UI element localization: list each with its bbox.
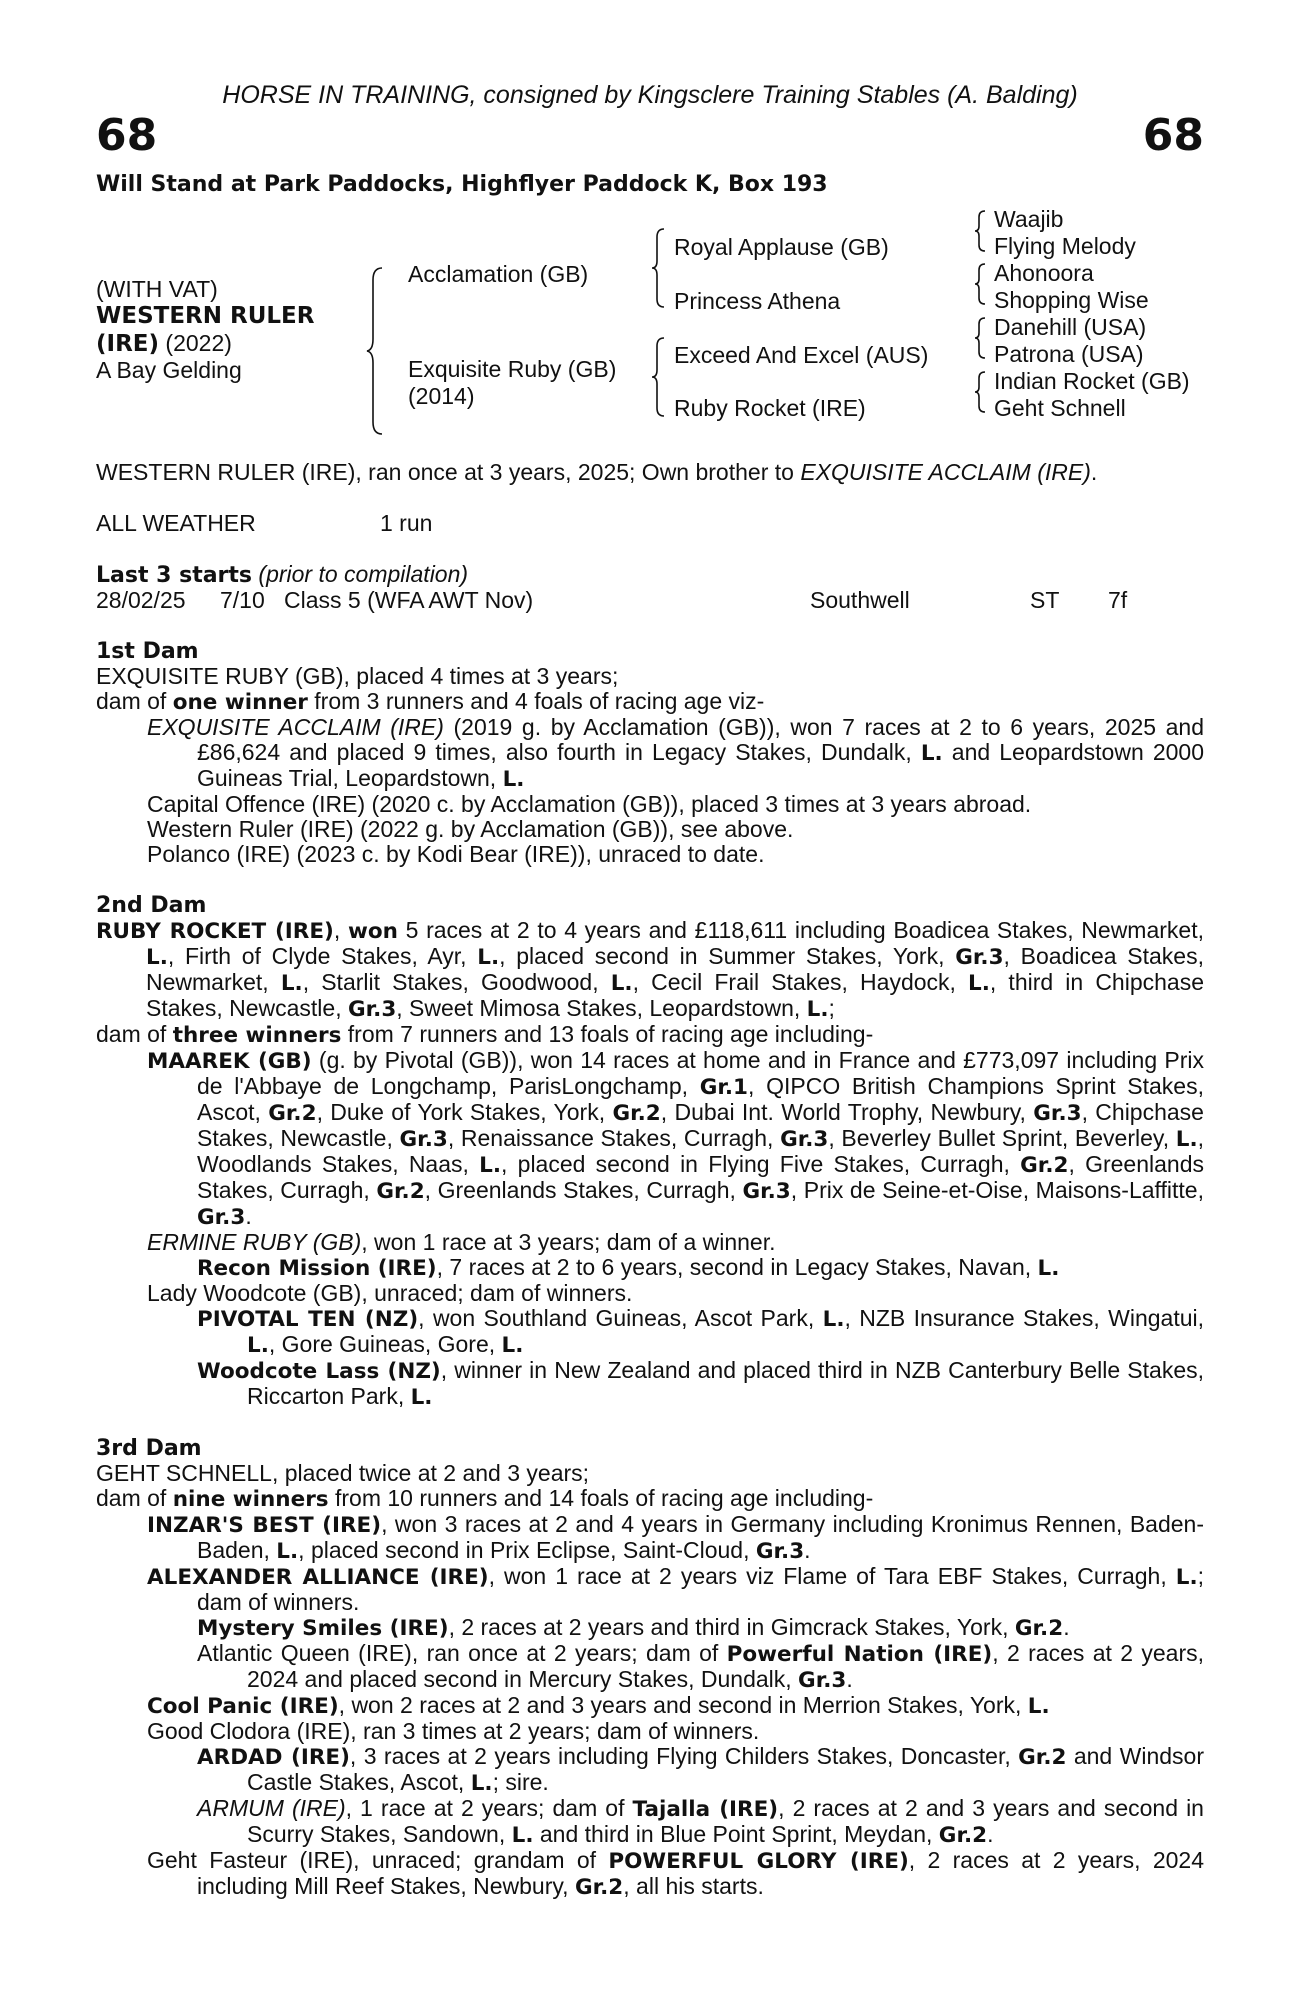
summary-line: WESTERN RULER (IRE), ran once at 3 years, 2025; Own brother to EXQUISITE ACCLAIM (IRE). (96, 459, 1098, 485)
horse-name: WESTERN RULER (96, 303, 315, 329)
offspring-mystery-smiles: Mystery Smiles (IRE), 2 races at 2 years and third in Gimcrack Stakes, York, Gr.2. (197, 1614, 1070, 1641)
race-record (96, 511, 1204, 536)
ancestor-ddd: Geht Schnell (994, 395, 1126, 421)
dam-sire: Exceed And Excel (AUS) (674, 342, 929, 368)
ancestor-sss: Waajib (994, 206, 1064, 232)
ancestor-ssd: Flying Melody (994, 233, 1136, 259)
pedigree-brace-sire (651, 227, 667, 309)
brace-dd (974, 370, 988, 414)
ancestor-dds: Indian Rocket (GB) (994, 368, 1190, 394)
ancestor-dss: Danehill (USA) (994, 314, 1147, 340)
offspring-geht-fasteur: Geht Fasteur (IRE), unraced; grandam of POWERFUL GLORY (IRE), 2 races at 2 years, 2024 including Mill Reef Stakes, Newbury, Gr.2, all his starts. (147, 1847, 1204, 1900)
horse-description: A Bay Gelding (96, 357, 242, 383)
stabling-location: Will Stand at Park Paddocks, Highflyer Paddock K, Box 193 (96, 172, 828, 197)
third-dam-line: GEHT SCHNELL, placed twice at 2 and 3 years; (96, 1460, 590, 1486)
lot-number-row (96, 110, 1204, 162)
ancestor-sdd: Shopping Wise (994, 287, 1149, 313)
pedigree-table (96, 204, 1204, 434)
offspring-recon-mission: Recon Mission (IRE), 7 races at 2 to 6 years, second in Legacy Stakes, Navan, L. (197, 1254, 1060, 1281)
vat-note: (WITH VAT) (96, 276, 218, 302)
brace-ds (974, 316, 988, 360)
pedigree-brace-main (366, 266, 386, 436)
offspring-pivotal-ten: PIVOTAL TEN (NZ), won Southland Guineas, Ascot Park, L., NZB Insurance Stakes, Wingatui, L., Gore Guineas, Gore, L. (197, 1305, 1204, 1358)
offspring-woodcote-lass: Woodcote Lass (NZ), winner in New Zealand and placed third in NZB Canterbury Belle Stakes, Riccarton Park, L. (197, 1357, 1204, 1410)
offspring-polanco: Polanco (IRE) (2023 c. by Kodi Bear (IRE)), unraced to date. (147, 841, 765, 867)
offspring-inzars-best: INZAR'S BEST (IRE), won 3 races at 2 and 4 years in Germany including Kronimus Rennen, Baden-Baden, L., placed second in Prix Eclipse, Saint-Cloud, Gr.3. (147, 1511, 1205, 1564)
lot-number-right: 68 (1142, 110, 1204, 161)
sire-sire: Royal Applause (GB) (674, 234, 889, 260)
ancestor-sds: Ahonoora (994, 260, 1094, 286)
offspring-western-ruler: Western Ruler (IRE) (2022 g. by Acclamation (GB)), see above. (147, 816, 794, 842)
first-dam-produce: dam of one winner from 3 runners and 4 foals of racing age viz- (96, 688, 765, 715)
offspring-maarek: MAAREK (GB) (g. by Pivotal (GB)), won 14 races at home and in France and £773,097 including Prix de l'Abbaye de Longchamp, ParisLongchamp, Gr.1, QIPCO British Champions Sprint Stakes, Ascot, Gr.2, Duke of York Stakes, York, Gr.2, Dubai Int. World Trophy, Newbury, Gr.3, Chipchase Stakes, Newcastle, Gr.3, Renaissance Stakes, Curragh, Gr.3, Beverley Bullet Sprint, Beverley, L., Woodlands Stakes, Naas, L., placed second in Flying Five Stakes, Curragh, Gr.2, Greenlands Stakes, Curragh, Gr.2, Greenlands Stakes, Curragh, Gr.3, Prix de Seine-et-Oise, Maisons-Laffitte, Gr.3. (147, 1047, 1205, 1230)
sire-dam: Princess Athena (674, 288, 841, 314)
second-dam-produce: dam of three winners from 7 runners and 13 foals of racing age including- (96, 1021, 874, 1048)
second-dam-heading: 2nd Dam (96, 893, 207, 918)
dam-dam: Ruby Rocket (IRE) (674, 395, 866, 421)
offspring-ardad: ARDAD (IRE), 3 races at 2 years including Flying Childers Stakes, Doncaster, Gr.2 and Windsor Castle Stakes, Ascot, L.; sire. (197, 1743, 1204, 1796)
offspring-cool-panic: Cool Panic (IRE), won 2 races at 2 and 3 years and second in Merrion Stakes, York, L. (147, 1692, 1050, 1719)
catalogue-body (96, 460, 1204, 1900)
third-dam-produce: dam of nine winners from 10 runners and 14 foals of racing age including- (96, 1485, 874, 1512)
offspring-exquisite-acclaim: EXQUISITE ACCLAIM (IRE) (2019 g. by Acclamation (GB)), won 7 races at 2 to 6 years, 2025 and £86,624 and placed 9 times, also fourth in Legacy Stakes, Dundalk, L. and Leopardstown 2000 Guineas Trial, Leopardstown, L. (147, 714, 1204, 792)
offspring-alexander-alliance: ALEXANDER ALLIANCE (IRE), won 1 race at 2 years viz Flame of Tara EBF Stakes, Curragh, L.; dam of winners. (147, 1563, 1205, 1615)
offspring-armum: ARMUM (IRE), 1 race at 2 years; dam of Tajalla (IRE), 2 races at 2 and 3 years and second in Scurry Stakes, Sandown, L. and third in Blue Point Sprint, Meydan, Gr.2. (197, 1795, 1204, 1848)
offspring-capital-offence: Capital Offence (IRE) (2020 c. by Acclamation (GB)), placed 3 times at 3 years abroad. (147, 791, 1032, 817)
horse-country-year: (IRE) (2022) (96, 330, 232, 357)
offspring-atlantic-queen: Atlantic Queen (IRE), ran once at 2 years; dam of Powerful Nation (IRE), 2 races at 2 years, 2024 and placed second in Mercury Stakes, Dundalk, Gr.3. (197, 1640, 1205, 1693)
record-value: 1 run (380, 510, 433, 536)
second-dam-record: RUBY ROCKET (IRE), won 5 races at 2 to 4 years and £118,611 including Boadicea Stakes, Newmarket, L., Firth of Clyde Stakes, Ayr, L., placed second in Summer Stakes, York, Gr.3, Boadicea Stakes, Newmarket, L., Starlit Stakes, Goodwood, L., Cecil Frail Stakes, Haydock, L., third in Chipchase Stakes, Newcastle, Gr.3, Sweet Mimosa Stakes, Leopardstown, L.; (96, 917, 1205, 1022)
last-starts-heading: Last 3 starts (prior to compilation) (96, 561, 469, 588)
offspring-lady-woodcote: Lady Woodcote (GB), unraced; dam of winners. (147, 1280, 633, 1306)
consignor-header: HORSE IN TRAINING, consigned by Kingsclere Training Stables (A. Balding) (222, 81, 1078, 109)
third-dam-heading: 3rd Dam (96, 1436, 202, 1461)
first-dam-heading: 1st Dam (96, 639, 199, 664)
dam-year: (2014) (408, 383, 475, 409)
sire: Acclamation (GB) (408, 261, 589, 287)
dam: Exquisite Ruby (GB) (408, 356, 617, 382)
ancestor-dsd: Patrona (USA) (994, 341, 1144, 367)
brace-sd (974, 262, 988, 306)
offspring-good-clodora: Good Clodora (IRE), ran 3 times at 2 years; dam of winners. (147, 1718, 760, 1744)
brace-ss (974, 209, 988, 253)
last-start-row: 28/02/25 7/10 Class 5 (WFA AWT Nov) Southwell ST 7f (96, 587, 1128, 613)
offspring-ermine-ruby: ERMINE RUBY (GB), won 1 race at 3 years; dam of a winner. (147, 1229, 776, 1255)
catalogue-page (96, 80, 1204, 1900)
record-label: ALL WEATHER (96, 510, 256, 536)
first-dam-line: EXQUISITE RUBY (GB), placed 4 times at 3 years; (96, 663, 619, 689)
lot-number-left: 68 (96, 110, 158, 161)
pedigree-brace-dam (651, 336, 667, 418)
